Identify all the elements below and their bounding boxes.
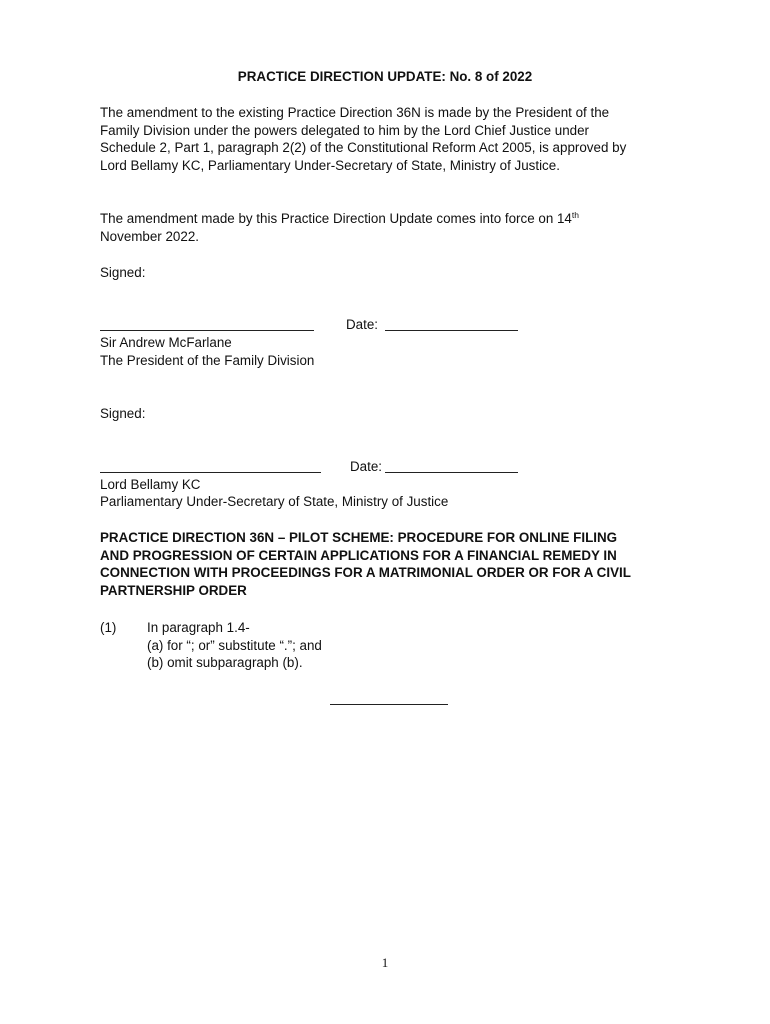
intro-line: The amendment to the existing Practice Direction 36N is made by the President of the: [100, 105, 610, 120]
heading-line: CONNECTION WITH PROCEEDINGS FOR A MATRIMONIAL ORDER OR FOR A CIVIL: [100, 565, 631, 581]
date-line: [385, 472, 518, 473]
date-label: Date:: [346, 317, 379, 332]
date-label: Date:: [350, 459, 383, 474]
heading-line: AND PROGRESSION OF CERTAIN APPLICATIONS FOR A FINANCIAL REMEDY IN: [100, 547, 617, 563]
signatory-name: Sir Andrew McFarlane: [100, 335, 232, 350]
signatory-name: Lord Bellamy KC: [100, 477, 201, 492]
signatory-role: The President of the Family Division: [100, 353, 315, 368]
page-number: 1: [381, 955, 389, 970]
signed-label: Signed:: [100, 265, 146, 280]
amendment-text: [147, 619, 547, 672]
force-text: The amendment made by this Practice Direction Update comes into force on 14: [100, 211, 572, 226]
amendment-line: (a) for “; or” substitute “.”; and: [147, 637, 322, 653]
signatory-role: Parliamentary Under-Secretary of State, Ministry of Justice: [100, 494, 449, 509]
intro-line: Schedule 2, Part 1, paragraph 2(2) of the Constitutional Reform Act 2005, is approved by: [100, 140, 627, 156]
force-line: [100, 210, 680, 228]
intro-line: Family Division under the powers delegated to him by the Lord Chief Justice under: [100, 122, 590, 138]
force-paragraph: [100, 210, 680, 245]
amendment-number: (1): [100, 620, 117, 635]
practice-direction-heading: [100, 529, 680, 599]
signed-label: Signed:: [100, 406, 146, 421]
ordinal-suffix: th: [571, 210, 579, 220]
force-line-2: November 2022.: [100, 228, 199, 244]
heading-line: PARTNERSHIP ORDER: [100, 582, 247, 598]
amendment-line: (b) omit subparagraph (b).: [147, 655, 303, 671]
signature-line: [100, 330, 314, 331]
amendment-line: In paragraph 1.4-: [147, 620, 250, 635]
intro-paragraph: [100, 104, 680, 174]
date-line: [385, 330, 518, 331]
heading-line: PRACTICE DIRECTION 36N – PILOT SCHEME: PROCEDURE FOR ONLINE FILING: [100, 530, 618, 545]
end-divider: [330, 704, 448, 705]
intro-line: Lord Bellamy KC, Parliamentary Under-Secretary of State, Ministry of Justice.: [100, 157, 560, 173]
document-title: PRACTICE DIRECTION UPDATE: No. 8 of 2022: [237, 69, 533, 84]
signature-line: [100, 472, 321, 473]
